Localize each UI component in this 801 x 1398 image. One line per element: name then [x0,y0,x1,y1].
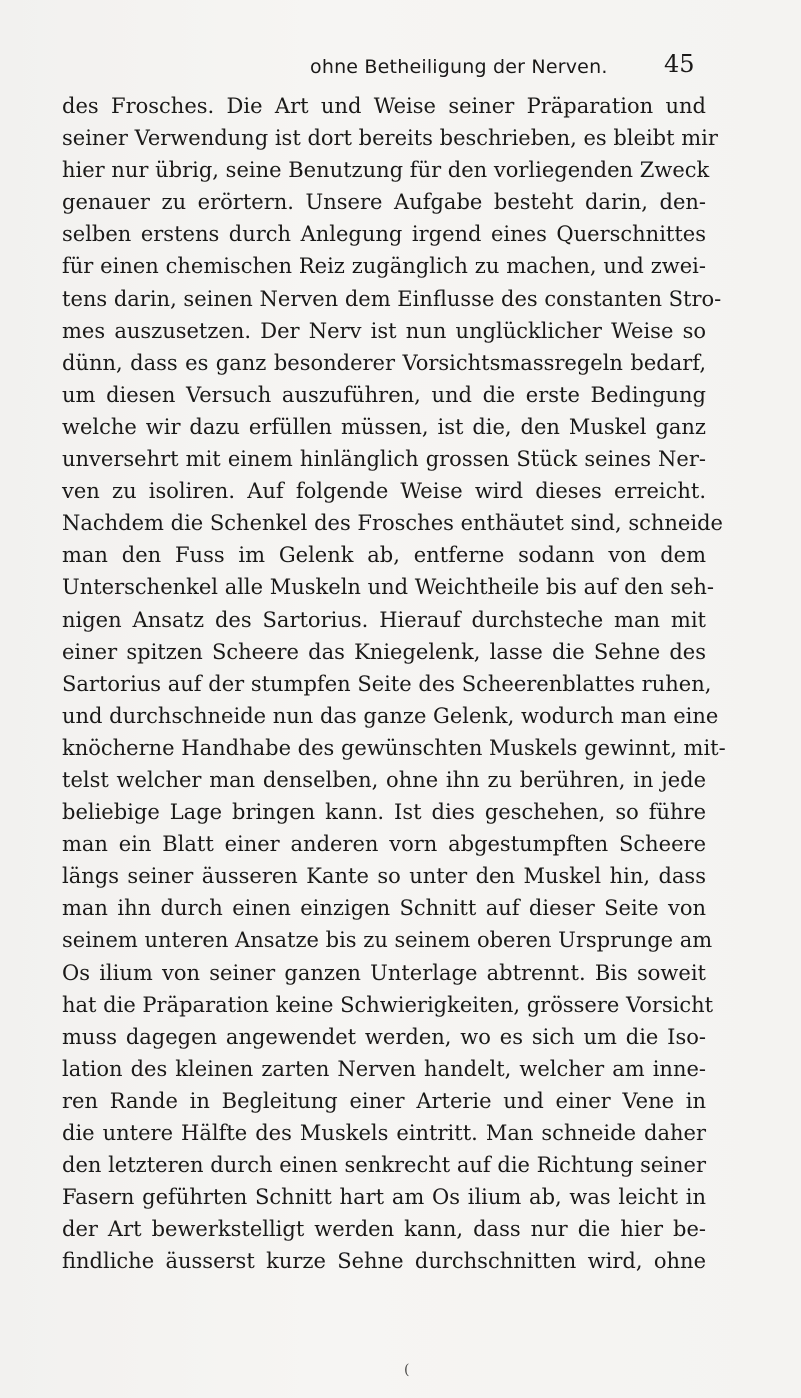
text-line: des Frosches. Die Art und Weise seiner Präparation und [62,94,706,118]
text-line: für einen chemischen Reiz zugänglich zu machen, und zwei- [62,254,706,279]
text-line: tens darin, seinen Nerven dem Einflusse des constanten Stro- [62,286,722,311]
text-line: längs seiner äusseren Kante so unter den Muskel hin, dass [62,864,706,889]
text-line: und durchschneide nun das ganze Gelenk, wodurch man eine [62,703,719,728]
text-line: Fasern geführten Schnitt hart am Os ilium ab, was leicht in [62,1185,706,1210]
text-line: findliche äusserst kurze Sehne durchschnitten wird, ohne [62,1249,706,1274]
text-line: hat die Präparation keine Schwierigkeiten, grössere Vorsicht [62,992,714,1017]
text-line: seinem unteren Ansatze bis zu seinem oberen Ursprunge am [62,928,713,953]
text-line: unversehrt mit einem hinlänglich grossen Stück seines Ner- [62,447,706,472]
text-line: muss dagegen angewendet werden, wo es sich um die Iso- [62,1024,706,1049]
text-line: ren Rande in Begleitung einer Arterie und einer Vene in [62,1088,706,1113]
text-line: der Art bewerkstelligt werden kann, dass nur die hier be- [62,1217,706,1242]
text-line: Nachdem die Schenkel des Frosches enthäutet sind, schneide [62,511,723,536]
text-line: mes auszusetzen. Der Nerv ist nun unglücklicher Weise so [62,318,706,343]
stray-print-mark: ( [404,1362,410,1378]
text-line: hier nur übrig, seine Benutzung für den vorliegenden Zweck [62,158,710,183]
text-line: den letzteren durch einen senkrecht auf die Richtung seiner [62,1153,706,1178]
text-line: die untere Hälfte des Muskels eintritt. Man schneide daher [62,1121,706,1145]
text-line: knöcherne Handhabe des gewünschten Muskels gewinnt, mit- [62,735,726,760]
text-line: nigen Ansatz des Sartorius. Hierauf durchsteche man mit [62,607,706,632]
text-line: telst welcher man denselben, ohne ihn zu berühren, in jede [62,767,706,792]
text-line: man den Fuss im Gelenk ab, entferne sodann von dem [62,543,706,568]
text-line: Sartorius auf der stumpfen Seite des Scheerenblattes ruhen, [62,671,712,696]
text-line: genauer zu erörtern. Unsere Aufgabe besteht darin, den- [62,190,706,215]
page-number: 45 [664,50,695,78]
text-line: selben erstens durch Anlegung irgend eines Querschnittes [62,222,706,247]
text-line: um diesen Versuch auszuführen, und die erste Bedingung [62,382,706,407]
text-line: lation des kleinen zarten Nerven handelt, welcher am inne- [62,1056,706,1081]
text-line: man ihn durch einen einzigen Schnitt auf dieser Seite von [62,896,706,921]
text-line: seiner Verwendung ist dort bereits beschrieben, es bleibt mir [62,126,718,151]
running-title: ohne Betheiligung der Nerven. [310,56,608,78]
text-line: Unterschenkel alle Muskeln und Weichtheile bis auf den seh- [62,575,715,600]
running-head [0,50,801,86]
text-line: man ein Blatt einer anderen vorn abgestumpften Scheere [62,832,706,857]
text-line: ven zu isoliren. Auf folgende Weise wird dieses erreicht. [62,479,706,504]
text-line: Os ilium von seiner ganzen Unterlage abtrennt. Bis soweit [62,960,706,985]
body-text [62,90,726,1277]
text-line: dünn, dass es ganz besonderer Vorsichtsmassregeln bedarf, [62,350,706,375]
text-line: einer spitzen Scheere das Kniegelenk, lasse die Sehne des [62,639,706,664]
text-line: beliebige Lage bringen kann. Ist dies geschehen, so führe [62,800,706,825]
text-line: welche wir dazu erfüllen müssen, ist die, den Muskel ganz [62,414,706,439]
